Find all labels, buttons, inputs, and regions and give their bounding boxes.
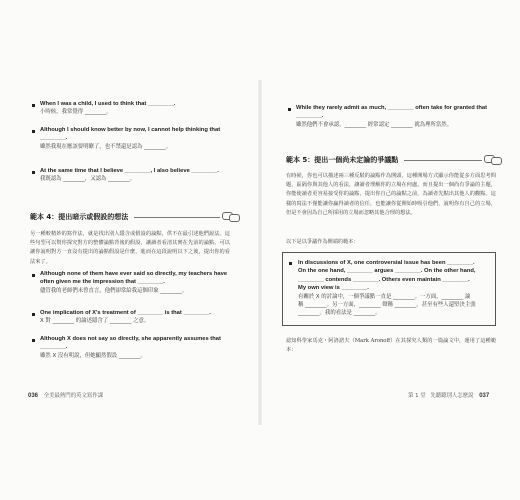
bullet-icon bbox=[288, 108, 291, 111]
box-english-line: On the one hand, ________ argues ________. On the other hand, bbox=[298, 268, 476, 275]
left-page bbox=[0, 0, 258, 500]
template-chinese: 儘管我的老師們未曾直言，他們卻常給我這個印象 ________。 bbox=[40, 287, 188, 294]
bullet-icon bbox=[289, 262, 292, 265]
section-title: 範本 5：提出一個尚未定論的爭議點 bbox=[286, 156, 399, 164]
template-item bbox=[40, 167, 240, 184]
template-chinese: 小時候，我常覺得 ________。 bbox=[40, 109, 112, 116]
box-english-line: My own view is ________. bbox=[298, 285, 369, 292]
body-paragraph: 另一種較精妙的寫作法，就是找出別人隱含或假設的論點，供不在最引述他們說法。這些句型可以幫你探究對方的整體論點背後的假設，讓讀者看清其實在先前的論點，可以讓你說明對方一直沒有提出的論點假設是什麼，進而在這段說明以下之後，提出你的看法來了。 bbox=[30, 231, 230, 265]
header-rule bbox=[134, 217, 220, 218]
chapter-title: 先聽聽別人怎麼說 bbox=[430, 393, 474, 399]
speech-bubbles-icon bbox=[484, 154, 502, 165]
template-item bbox=[40, 309, 230, 326]
box-english-line: In discussions of X, one controversial issue has been ________. bbox=[298, 260, 475, 266]
header-rule bbox=[404, 160, 482, 161]
speech-bubbles-icon bbox=[222, 211, 240, 222]
box-chinese-line: ________。我的看法是 ________。 bbox=[298, 310, 381, 317]
right-page bbox=[262, 0, 520, 500]
template-item bbox=[40, 270, 230, 295]
right-footer bbox=[408, 391, 489, 399]
template-english: While they rarely admit as much, ________ often take for granted that ________. bbox=[296, 105, 488, 120]
bullet-icon bbox=[32, 171, 35, 174]
intro-line: 以下是以爭議作為開端的範本： bbox=[286, 239, 359, 245]
section-title: 範本 4：提出暗示或假設的想法 bbox=[30, 213, 129, 221]
body-paragraph: 有時候，你也可以描述兩三種反駁的論點作為開頭，這種開場方式顯示你能從多方面思考問題，區隔你與其他人的看法，讓讀者理解你的立場在何處，而且提出一個尚有爭論的主題，你能使讀者更容易接受你的論點，提出你自己的論點之前，為讀者先點出其他人的觀點。這樣的寫法不僅能讓你贏得讀者的信任，也能讓你從開始時吸引他們，說明你有自己的立場，但是不會因為自己所採用的立場而忽略其他合理的想法。 bbox=[286, 173, 496, 216]
chapter-label: 第 1 堂 bbox=[408, 393, 426, 399]
template-english: When I was a child, I used to think that ________. bbox=[40, 101, 176, 107]
page-number: 037 bbox=[479, 393, 490, 399]
bullet-icon bbox=[32, 339, 35, 342]
bullet-icon bbox=[32, 313, 35, 316]
template-chinese: X 對 ________ 的論述隱含了 ________ 之意。 bbox=[40, 318, 150, 325]
left-footer bbox=[28, 391, 103, 399]
template-chinese: 雖然他們不會承認，________ 經常認定 ________ 就為理所當然。 bbox=[296, 121, 453, 128]
closing-paragraph: 認知科學家馬克・阿洛諾夫（Mark Aronoff）在其探究人類的一篇論文中，運用了這種範本： bbox=[286, 338, 496, 354]
template-chinese: 雖然我現在應該要明瞭了，也不禁還是認為 ________。 bbox=[40, 143, 172, 150]
template-item bbox=[296, 104, 496, 129]
section-header bbox=[30, 210, 220, 224]
template-english: At the same time that I believe ________, I also believe ________. bbox=[40, 168, 219, 174]
template-box bbox=[282, 252, 496, 326]
template-chinese: 雖然 X 沒有明說，但她顯然假設 ________。 bbox=[40, 352, 146, 359]
template-chinese: 我既認為 ________，又認為 ________。 bbox=[40, 176, 136, 183]
template-english: One implication of X's treatment of ________ is that ________. bbox=[40, 310, 211, 316]
template-item bbox=[40, 335, 230, 360]
template-english: Although none of them have ever said so directly, my teachers have often given me the impression that ________. bbox=[40, 271, 228, 286]
bullet-icon bbox=[32, 274, 35, 277]
template-item bbox=[40, 126, 240, 151]
template-english: Although I should know better by now, I cannot help thinking that ________. bbox=[40, 127, 221, 142]
template-item bbox=[40, 100, 230, 117]
book-title: 全美最熱門的英文寫作課 bbox=[43, 393, 104, 399]
section-header bbox=[286, 153, 482, 167]
box-english-line: ________ contends ________. Others even maintain ________. bbox=[298, 276, 470, 283]
box-chinese-line: 稱 ________。另一方面，________ 聲稱 ________。甚至有些人還堅決主張 bbox=[298, 302, 476, 309]
bullet-icon bbox=[32, 130, 35, 133]
page-number: 036 bbox=[28, 393, 39, 399]
box-chinese-line: 有關於 X 的討論中，一個爭議點一直是 ________。一方面，________ 論 bbox=[298, 293, 471, 300]
bullet-icon bbox=[32, 104, 35, 107]
template-english: Although X does not say so directly, she apparently assumes that ________. bbox=[40, 336, 221, 351]
